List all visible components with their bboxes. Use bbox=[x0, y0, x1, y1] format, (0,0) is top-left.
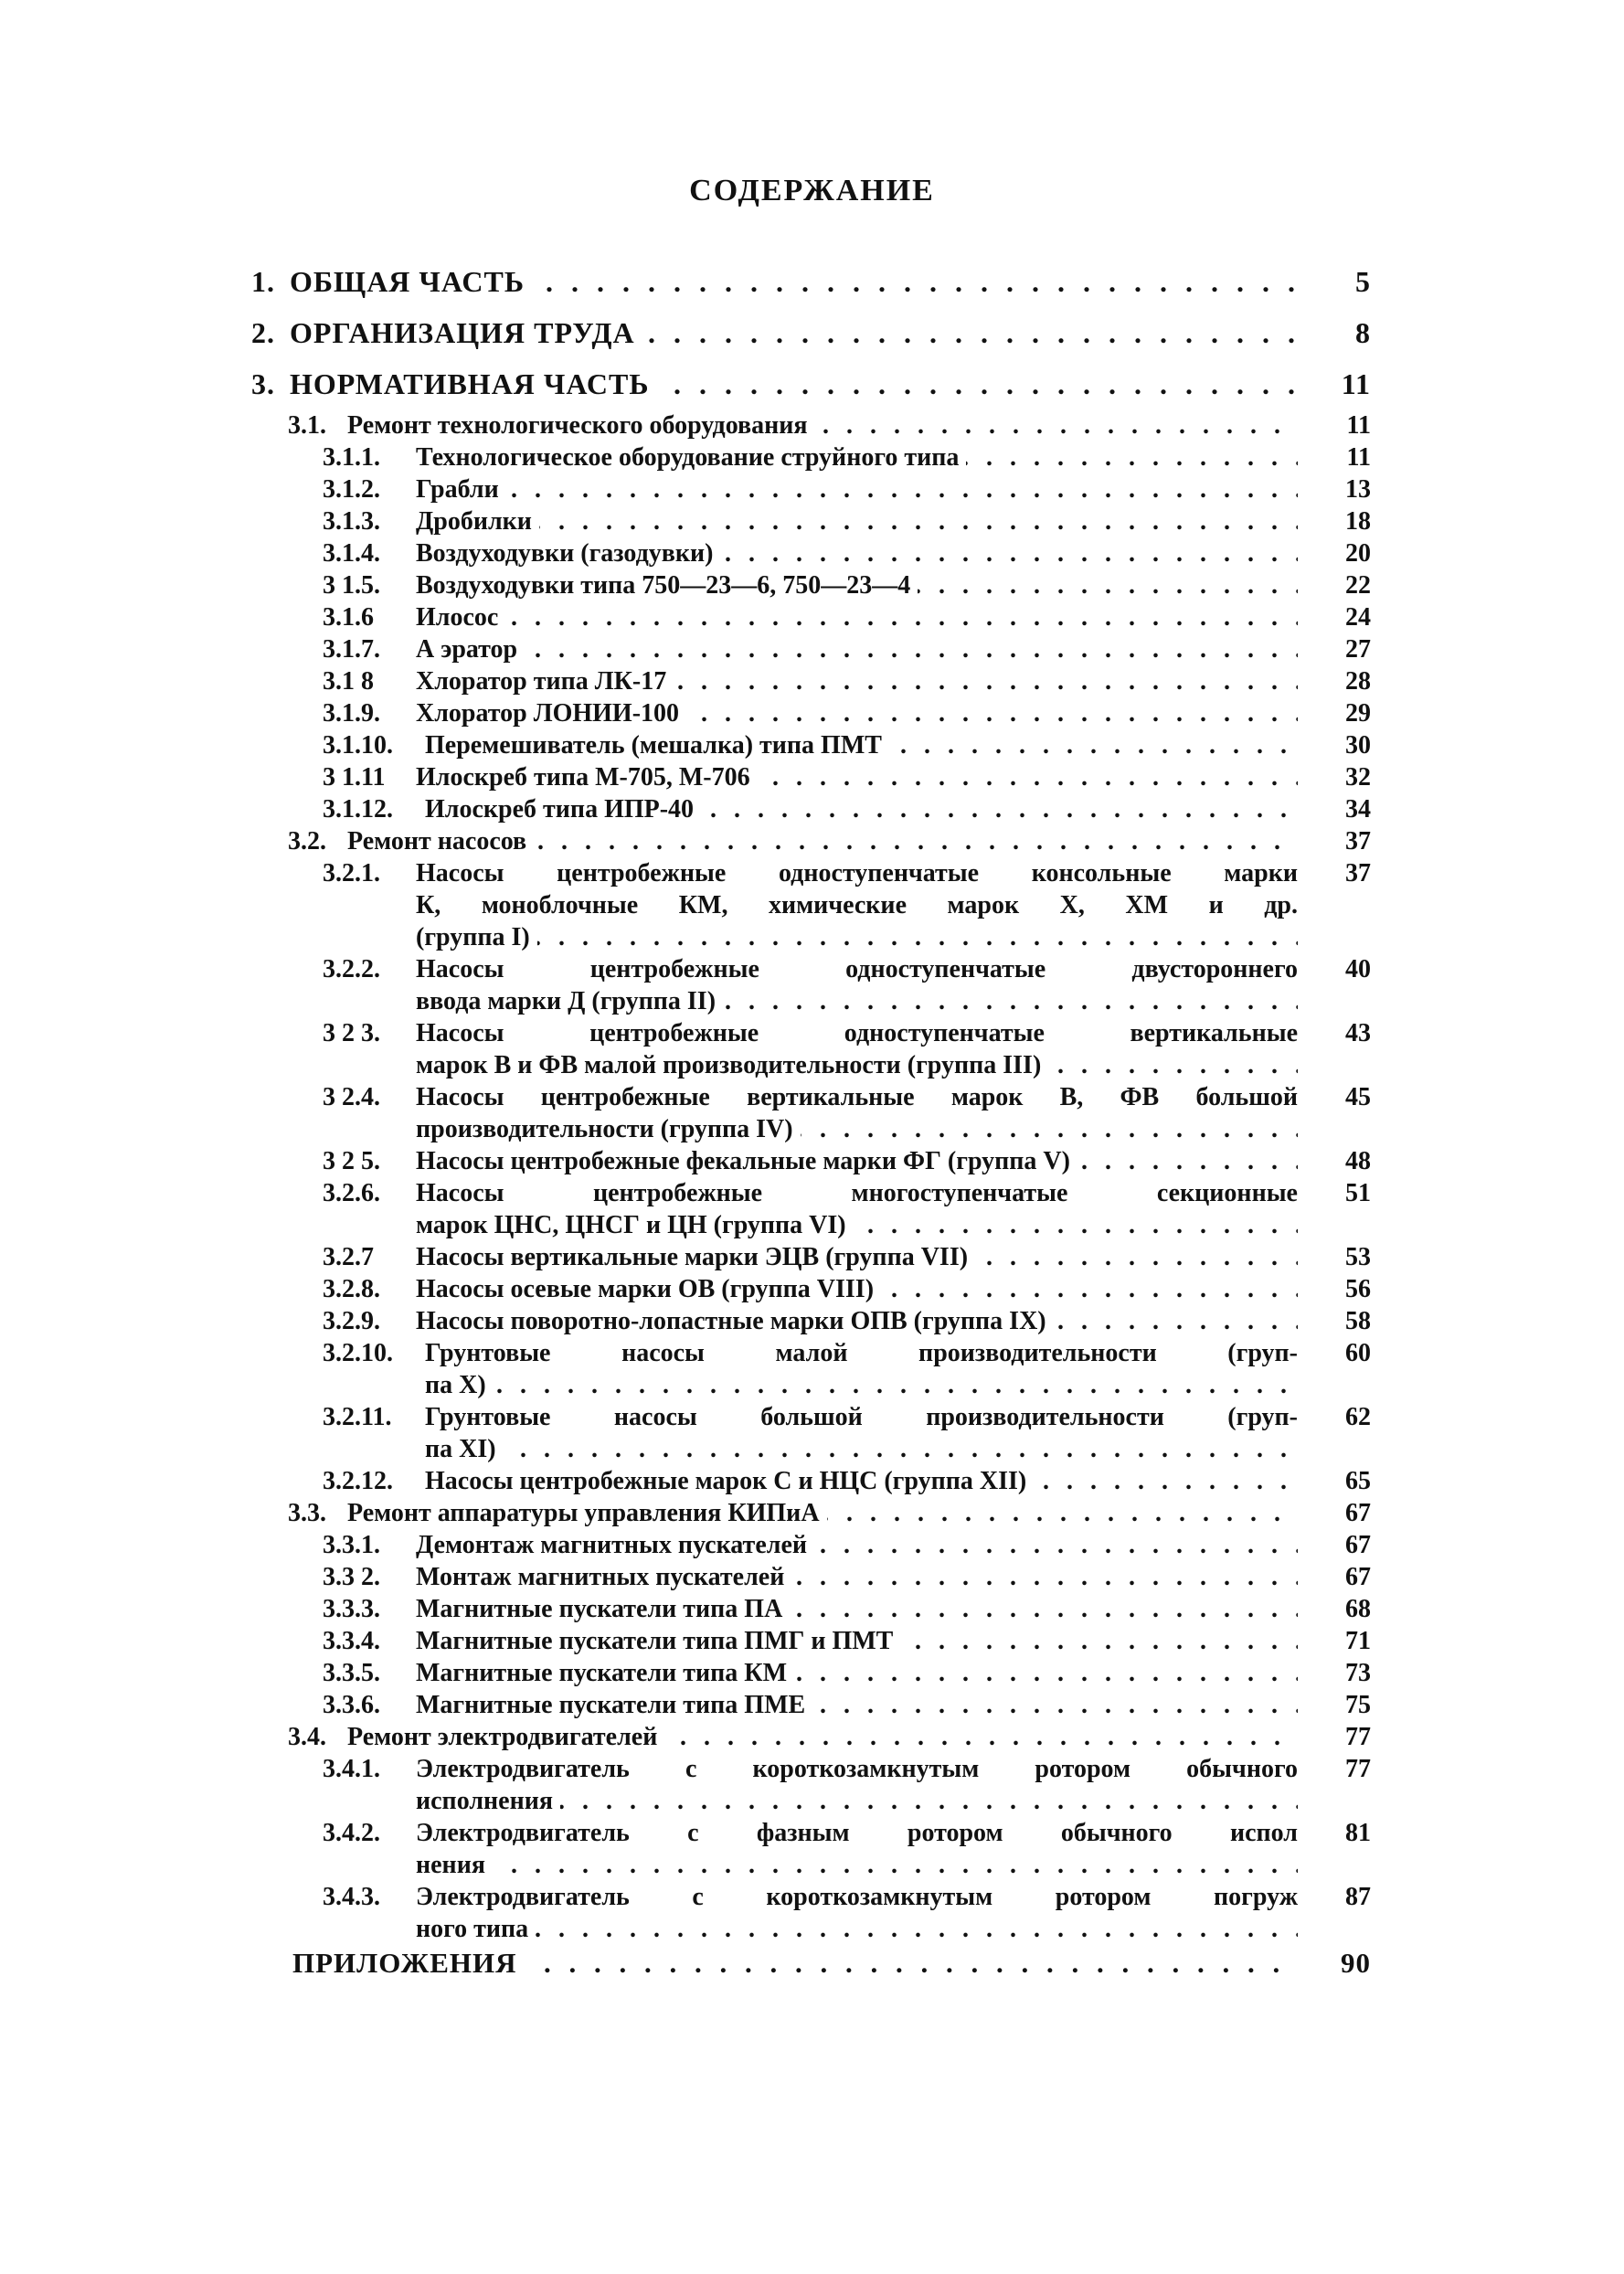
toc-entry-page-number: 62 bbox=[1345, 1403, 1371, 1431]
toc-entry-title bbox=[416, 1017, 1298, 1081]
toc-entry-title bbox=[425, 1465, 1298, 1497]
toc-entry-number: 3.1. bbox=[288, 411, 326, 440]
toc-entry-number: 3.1.6 bbox=[323, 603, 374, 632]
toc-entry-number: 3.1.3. bbox=[323, 507, 380, 536]
toc-entry-title bbox=[416, 953, 1298, 1017]
toc-entry-page-number: 67 bbox=[1345, 1563, 1371, 1591]
toc-entry-text-line: Хлоратор ЛОНИИ-100 bbox=[416, 699, 686, 728]
toc-entry-title bbox=[416, 1625, 1298, 1657]
toc-entry-page-number: 20 bbox=[1345, 539, 1371, 568]
toc-entry-text-line: Электродвигатель с фазным ротором обычного испол bbox=[416, 1819, 1298, 1847]
toc-entry-text-line: Воздуходувки (газодувки) bbox=[416, 539, 720, 568]
toc-entry-text-line: Насосы центробежные одноступенчатые вертикальные bbox=[416, 1019, 1298, 1047]
toc-entry-text-line: Насосы осевые марки ОВ (группа VIII) bbox=[416, 1275, 881, 1303]
toc-entry-number: 3.1.10. bbox=[323, 731, 393, 760]
toc-entry-text-line: Насосы центробежные марок С и НЦС (группа XII) bbox=[425, 1467, 1034, 1495]
toc-entry-title bbox=[416, 1177, 1298, 1241]
toc-entry-title bbox=[416, 1273, 1298, 1305]
toc-entry-number: 3.3 2. bbox=[323, 1563, 380, 1591]
toc-entry-title bbox=[416, 569, 1298, 601]
toc-entry-page-number: 11 bbox=[1346, 443, 1371, 472]
toc-entry-title bbox=[416, 1817, 1298, 1881]
toc-entry bbox=[251, 256, 1371, 307]
toc-entry bbox=[251, 633, 1371, 665]
toc-entry bbox=[251, 1529, 1371, 1561]
toc-entry-number: 3.2.7 bbox=[323, 1243, 374, 1271]
toc-entry bbox=[251, 1721, 1371, 1753]
toc-entry-text-line: Технологическое оборудование струйного типа bbox=[416, 443, 966, 472]
toc-entry-title bbox=[416, 1241, 1298, 1273]
toc-entry-text-line: ОРГАНИЗАЦИЯ ТРУДА bbox=[290, 316, 642, 349]
toc-entry-title bbox=[290, 256, 1298, 307]
toc-entry-title bbox=[416, 1657, 1298, 1689]
toc-entry-title bbox=[416, 1561, 1298, 1593]
toc-entry-text-line: Монтаж магнитных пускателей bbox=[416, 1563, 791, 1591]
toc-entry bbox=[251, 307, 1371, 358]
toc-entry-number: 3.2.2. bbox=[323, 955, 380, 983]
toc-entry bbox=[251, 825, 1371, 857]
toc-entry bbox=[251, 953, 1371, 1017]
toc-entry-text-line: НОРМАТИВНАЯ ЧАСТЬ bbox=[290, 367, 657, 400]
toc-entry-number: 3.2.6. bbox=[323, 1179, 380, 1207]
toc-entry-title bbox=[416, 633, 1298, 665]
toc-entry-text-line: Перемешиватель (мешалка) типа ПМТ bbox=[425, 731, 889, 760]
toc-entry-title bbox=[416, 1529, 1298, 1561]
toc-entry-number: 3.2. bbox=[288, 827, 326, 855]
toc-entry bbox=[251, 857, 1371, 953]
toc-entry-number: 3.1.9. bbox=[323, 699, 380, 728]
toc-entry-text-line: Насосы центробежные многоступенчатые секционные bbox=[416, 1179, 1298, 1207]
toc-entry-page-number: 87 bbox=[1345, 1883, 1371, 1911]
toc-entry-title bbox=[416, 1593, 1298, 1625]
toc-entry-page-number: 37 bbox=[1345, 827, 1371, 855]
toc-entry-title bbox=[416, 505, 1298, 537]
toc-entry-text-line: нения bbox=[416, 1851, 493, 1879]
toc-entry-page-number: 45 bbox=[1345, 1083, 1371, 1111]
toc-entry-page-number: 48 bbox=[1345, 1147, 1371, 1175]
toc-entry-text-line: Грунтовые насосы малой производительности (груп- bbox=[425, 1339, 1298, 1367]
toc-entry bbox=[251, 505, 1371, 537]
toc-entry-text-line: Илоскреб типа М-705, М-706 bbox=[416, 763, 758, 792]
toc-entry-page-number: 40 bbox=[1345, 955, 1371, 983]
toc-entry bbox=[251, 697, 1371, 729]
toc-entry-page-number: 58 bbox=[1345, 1307, 1371, 1335]
toc-entry bbox=[251, 1017, 1371, 1081]
toc-entry-number: 3 1.11 bbox=[323, 763, 386, 792]
toc-entry-title bbox=[347, 1497, 1298, 1529]
toc-entry-page-number: 22 bbox=[1345, 571, 1371, 600]
toc-entry-page-number: 67 bbox=[1345, 1499, 1371, 1527]
toc-entry bbox=[251, 358, 1371, 409]
toc-entry-page-number: 24 bbox=[1345, 603, 1371, 632]
toc-entry-number: 3.4. bbox=[288, 1723, 326, 1751]
toc-entry-text-line: Грунтовые насосы большой производительности (груп- bbox=[425, 1403, 1298, 1431]
toc-entry-text-line: Демонтаж магнитных пускателей bbox=[416, 1531, 814, 1559]
toc-entry-number: 3.3.5. bbox=[323, 1659, 380, 1687]
toc-entry-text-line: Насосы центробежные одноступенчатые двустороннего bbox=[416, 955, 1298, 983]
toc-entry bbox=[251, 1337, 1371, 1401]
toc-entry-number: 3.4.2. bbox=[323, 1819, 380, 1847]
toc-entry-number: 3.2.12. bbox=[323, 1467, 393, 1495]
toc-entry bbox=[251, 537, 1371, 569]
toc-entry-title bbox=[292, 1945, 1298, 1982]
toc-entry-text-line: К, моноблочные КМ, химические марок Х, ХМ и др. bbox=[416, 891, 1298, 919]
toc-entry-page-number: 56 bbox=[1345, 1275, 1371, 1303]
toc-entry bbox=[251, 409, 1371, 441]
toc-entry-title bbox=[425, 1337, 1298, 1401]
toc-entry-title bbox=[416, 1305, 1298, 1337]
toc-entry-title bbox=[425, 1401, 1298, 1465]
toc-entry-number: 3. bbox=[251, 367, 275, 400]
toc-entry-title bbox=[347, 825, 1298, 857]
toc-entry-text-line: Илосос bbox=[416, 603, 505, 632]
toc-entry-text-line: Насосы вертикальные марки ЭЦВ (группа VII) bbox=[416, 1243, 975, 1271]
toc-entry-number: 3.3.1. bbox=[323, 1531, 380, 1559]
toc-entry-text-line: марок ЦНС, ЦНСГ и ЦН (группа VI) bbox=[416, 1211, 854, 1239]
toc-entry-page-number: 27 bbox=[1345, 635, 1371, 664]
toc-entry-page-number: 73 bbox=[1345, 1659, 1371, 1687]
toc-entry bbox=[251, 569, 1371, 601]
toc-entry-text-line: ПРИЛОЖЕНИЯ bbox=[292, 1947, 525, 1979]
toc-entry bbox=[251, 473, 1371, 505]
toc-entry-number: 3.1.12. bbox=[323, 795, 393, 824]
toc-entry-number: 3 2.4. bbox=[323, 1083, 380, 1111]
toc-entry-text-line: Ремонт аппаратуры управления КИПиА bbox=[347, 1499, 827, 1527]
toc-entry bbox=[251, 1881, 1371, 1945]
toc-entry-number: 3 2 3. bbox=[323, 1019, 380, 1047]
toc-entry-title bbox=[290, 358, 1298, 409]
toc-entry-text-line: Хлоратор типа ЛК-17 bbox=[416, 667, 674, 696]
toc-entry-number: 2. bbox=[251, 316, 275, 349]
toc-entry bbox=[251, 761, 1371, 793]
toc-entry-page-number: 34 bbox=[1345, 795, 1371, 824]
toc-entry-title bbox=[416, 537, 1298, 569]
toc-entry bbox=[251, 1177, 1371, 1241]
toc-entry-text-line: производительности (группа IV) bbox=[416, 1115, 801, 1143]
toc-entry bbox=[251, 601, 1371, 633]
toc-entry-page-number: 77 bbox=[1345, 1755, 1371, 1783]
toc-entry-page-number: 13 bbox=[1345, 475, 1371, 504]
toc-entry-page-number: 32 bbox=[1345, 763, 1371, 792]
toc-entry bbox=[251, 1625, 1371, 1657]
toc-entry-page-number: 60 bbox=[1345, 1339, 1371, 1367]
toc-entry bbox=[251, 1081, 1371, 1145]
toc-entry-text-line: Магнитные пускатели типа ПМГ и ПМТ bbox=[416, 1627, 900, 1655]
toc-entry-page-number: 90 bbox=[1341, 1947, 1371, 1979]
toc-entry bbox=[251, 1401, 1371, 1465]
toc-entry bbox=[251, 729, 1371, 761]
toc-entry-title bbox=[416, 1145, 1298, 1177]
toc-entry-title bbox=[416, 601, 1298, 633]
toc-entry-text-line: па XI) bbox=[425, 1435, 504, 1463]
toc-entry bbox=[251, 1593, 1371, 1625]
toc-entry-number: 3.3.6. bbox=[323, 1691, 380, 1719]
toc-entry-title bbox=[416, 761, 1298, 793]
toc-entry-number: 3.1.2. bbox=[323, 475, 380, 504]
toc-entry bbox=[251, 1305, 1371, 1337]
toc-entry-page-number: 30 bbox=[1345, 731, 1371, 760]
toc-entry-page-number: 37 bbox=[1345, 859, 1371, 887]
toc-entry-page-number: 11 bbox=[1346, 411, 1371, 440]
toc-entry-text-line: А эратор bbox=[416, 635, 525, 664]
toc-entry-page-number: 71 bbox=[1345, 1627, 1371, 1655]
toc-entry bbox=[251, 1689, 1371, 1721]
toc-entry-text-line: Насосы центробежные фекальные марки ФГ (группа V) bbox=[416, 1147, 1077, 1175]
toc-entry-page-number: 8 bbox=[1355, 316, 1371, 349]
toc-entry-text-line: Насосы центробежные одноступенчатые консольные марки bbox=[416, 859, 1298, 887]
toc-entry-text-line: Дробилки bbox=[416, 507, 539, 536]
toc-entry bbox=[251, 1497, 1371, 1529]
toc-entry-number: 3.4.1. bbox=[323, 1755, 380, 1783]
toc-entry-text-line: Грабли bbox=[416, 475, 506, 504]
toc-entry-number: 3.1.4. bbox=[323, 539, 380, 568]
page-title: СОДЕРЖАНИЕ bbox=[689, 174, 935, 207]
toc-entry-text-line: Насосы поворотно-лопастные марки ОПВ (группа IX) bbox=[416, 1307, 1054, 1335]
toc-entry-page-number: 29 bbox=[1345, 699, 1371, 728]
toc-entry-page-number: 43 bbox=[1345, 1019, 1371, 1047]
toc-entry-text-line: Электродвигатель с короткозамкнутым ротором погруж bbox=[416, 1883, 1298, 1911]
toc-entry-page-number: 51 bbox=[1345, 1179, 1371, 1207]
toc-entry bbox=[251, 1945, 1371, 1982]
toc-entry-title bbox=[416, 1081, 1298, 1145]
toc-entry-title bbox=[416, 441, 1298, 473]
toc-entry-page-number: 81 bbox=[1345, 1819, 1371, 1847]
toc-entry-text-line: Магнитные пускатели типа КМ bbox=[416, 1659, 794, 1687]
toc-entry-title bbox=[416, 857, 1298, 953]
toc-entry-text-line: Илоскреб типа ИПР-40 bbox=[425, 795, 701, 824]
toc-entry-number: 3.1 8 bbox=[323, 667, 374, 696]
toc-entry-title bbox=[347, 1721, 1298, 1753]
toc-entry-page-number: 11 bbox=[1341, 367, 1371, 400]
toc-entry-page-number: 75 bbox=[1345, 1691, 1371, 1719]
toc-entry-text-line: Ремонт технологического оборудования bbox=[347, 411, 815, 440]
toc-entry-number: 3.2.1. bbox=[323, 859, 380, 887]
toc-entry-title bbox=[416, 1689, 1298, 1721]
toc-entry-title bbox=[416, 1753, 1298, 1817]
toc-entry-text-line: ввода марки Д (группа II) bbox=[416, 987, 723, 1015]
toc-entry bbox=[251, 793, 1371, 825]
toc-entry-title bbox=[416, 473, 1298, 505]
toc-entry-page-number: 77 bbox=[1345, 1723, 1371, 1751]
toc-entry-text-line: Магнитные пускатели типа ПА bbox=[416, 1595, 790, 1623]
toc-entry-number: 3.4.3. bbox=[323, 1883, 380, 1911]
table-of-contents bbox=[251, 256, 1371, 1982]
toc-entry-page-number: 28 bbox=[1345, 667, 1371, 696]
toc-entry-text-line: Насосы центробежные вертикальные марок В, ФВ большой bbox=[416, 1083, 1298, 1111]
toc-entry bbox=[251, 1817, 1371, 1881]
toc-entry-number: 3.2.11. bbox=[323, 1403, 392, 1431]
toc-entry-text-line: Ремонт насосов bbox=[347, 827, 534, 855]
toc-entry-page-number: 68 bbox=[1345, 1595, 1371, 1623]
toc-entry bbox=[251, 441, 1371, 473]
toc-entry-title bbox=[347, 409, 1298, 441]
toc-entry-page-number: 18 bbox=[1345, 507, 1371, 536]
toc-entry-text-line: ного типа bbox=[416, 1915, 536, 1943]
toc-entry-text-line: Электродвигатель с короткозамкнутым ротором обычного bbox=[416, 1755, 1298, 1783]
toc-entry-text-line: ОБЩАЯ ЧАСТЬ bbox=[290, 265, 532, 298]
toc-entry-text-line: па Х) bbox=[425, 1371, 494, 1399]
toc-entry bbox=[251, 665, 1371, 697]
toc-entry-number: 3.1.7. bbox=[323, 635, 380, 664]
toc-entry bbox=[251, 1465, 1371, 1497]
toc-entry-page-number: 53 bbox=[1345, 1243, 1371, 1271]
toc-entry-number: 3.3.4. bbox=[323, 1627, 380, 1655]
toc-entry-text-line: Ремонт электродвигателей bbox=[347, 1723, 664, 1751]
toc-entry-text-line: марок В и ФВ малой производительности (группа III) bbox=[416, 1051, 1048, 1079]
toc-entry bbox=[251, 1753, 1371, 1817]
toc-entry-title bbox=[290, 307, 1298, 358]
toc-entry-number: 3.1.1. bbox=[323, 443, 380, 472]
toc-entry-text-line: (группа I) bbox=[416, 923, 537, 951]
toc-entry-page-number: 67 bbox=[1345, 1531, 1371, 1559]
toc-entry-title bbox=[416, 665, 1298, 697]
toc-entry-number: 3.3.3. bbox=[323, 1595, 380, 1623]
toc-entry-number: 3.2.10. bbox=[323, 1339, 393, 1367]
toc-entry bbox=[251, 1561, 1371, 1593]
toc-entry-page-number: 65 bbox=[1345, 1467, 1371, 1495]
toc-entry-title bbox=[425, 793, 1298, 825]
toc-entry-text-line: исполнения bbox=[416, 1787, 560, 1815]
toc-entry-page-number: 5 bbox=[1355, 265, 1371, 298]
toc-entry-title bbox=[416, 1881, 1298, 1945]
toc-entry bbox=[251, 1145, 1371, 1177]
toc-entry-number: 3 1.5. bbox=[323, 571, 380, 600]
toc-entry-number: 3.2.8. bbox=[323, 1275, 380, 1303]
toc-entry-number: 1. bbox=[251, 265, 275, 298]
toc-entry-text-line: Воздуходувки типа 750—23—6, 750—23—4 bbox=[416, 571, 918, 600]
toc-entry-title bbox=[425, 729, 1298, 761]
toc-entry-number: 3 2 5. bbox=[323, 1147, 380, 1175]
toc-entry bbox=[251, 1273, 1371, 1305]
toc-entry-number: 3.3. bbox=[288, 1499, 326, 1527]
toc-entry-text-line: Магнитные пускатели типа ПМЕ bbox=[416, 1691, 812, 1719]
toc-entry bbox=[251, 1241, 1371, 1273]
toc-entry bbox=[251, 1657, 1371, 1689]
toc-entry-number: 3.2.9. bbox=[323, 1307, 380, 1335]
toc-entry-title bbox=[416, 697, 1298, 729]
